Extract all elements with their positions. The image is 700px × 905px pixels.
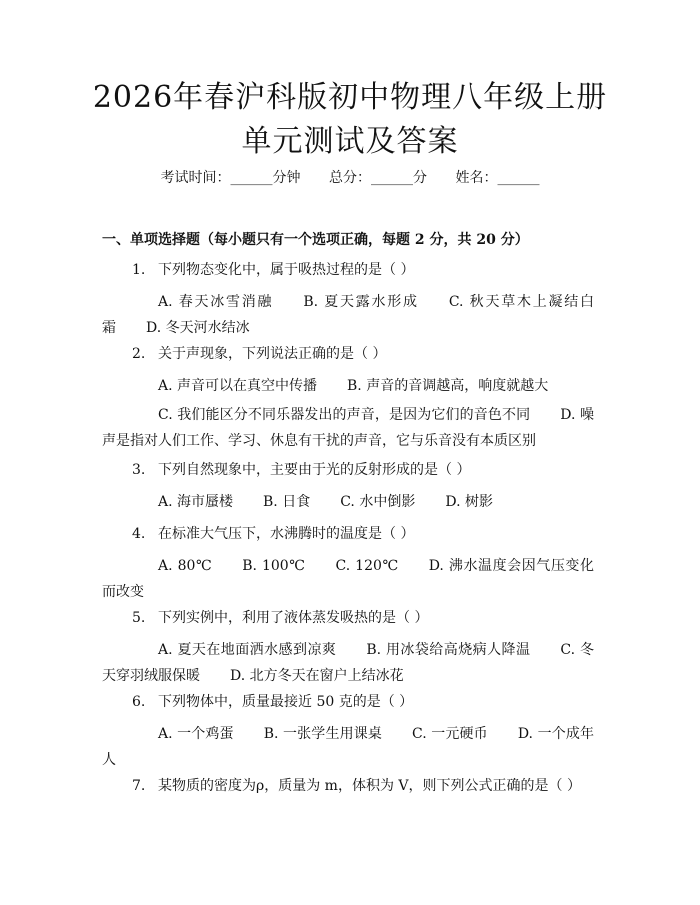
option-d: D. 噪声是指对人们工作、学习、休息有干扰的声音，它与乐音没有本质区别 — [102, 407, 594, 449]
question-text: 下列物体中，质量最接近 50 克的是（ ） — [158, 694, 414, 710]
question-number: 2. — [132, 346, 146, 362]
exam-info — [0, 166, 700, 190]
question-number: 4. — [132, 526, 146, 542]
total-score-field: 总分：______分 — [329, 170, 427, 186]
question-1 — [132, 258, 414, 282]
option-d: D. 冬天河水结冰 — [146, 320, 250, 336]
question-1-options — [102, 289, 594, 341]
question-number: 1. — [132, 262, 146, 278]
option-c: C. 一元硬币 — [412, 726, 488, 742]
section-title: 一、单项选择题（每小题只有一个选项正确，每题 2 分，共 20 分） — [102, 232, 529, 248]
question-number: 7. — [132, 778, 146, 794]
question-4 — [132, 522, 414, 546]
option-b: B. 100℃ — [242, 558, 306, 574]
option-b: B. 一张学生用课桌 — [263, 726, 382, 742]
option-c: C. 冬天穿羽绒服保暖 — [102, 642, 594, 684]
option-a: A. 海市蜃楼 — [158, 494, 234, 510]
option-a: A. 一个鸡蛋 — [158, 726, 234, 742]
question-5-options — [102, 637, 594, 689]
question-4-options — [102, 553, 594, 605]
option-a: A. 春天冰雪消融 — [158, 294, 274, 310]
option-d: D. 树影 — [445, 494, 493, 510]
option-b: B. 夏天露水形成 — [303, 294, 419, 310]
question-text: 下列实例中，利用了液体蒸发吸热的是（ ） — [158, 610, 429, 626]
option-a: A. 声音可以在真空中传播 — [158, 378, 318, 394]
option-c: C. 120℃ — [335, 558, 399, 574]
option-d: D. 一个成年人 — [102, 726, 594, 768]
option-c: C. 秋天草木上凝结白霜 — [102, 294, 594, 336]
question-3-options — [102, 489, 594, 515]
question-6-options — [102, 721, 594, 773]
question-text: 下列物态变化中，属于吸热过程的是（ ） — [158, 262, 415, 278]
question-5 — [132, 606, 428, 630]
question-7 — [132, 774, 581, 798]
question-2-options-row-1 — [102, 373, 594, 399]
question-6 — [132, 690, 413, 714]
question-3 — [132, 458, 470, 482]
option-d: D. 沸水温度会因气压变化而改变 — [102, 558, 594, 600]
option-a: A. 夏天在地面洒水感到凉爽 — [158, 642, 337, 658]
question-text: 下列自然现象中，主要由于光的反射形成的是（ ） — [158, 462, 471, 478]
option-a: A. 80℃ — [158, 558, 213, 574]
option-b: B. 声音的音调越高，响度就越大 — [347, 378, 549, 394]
student-name-field: 姓名：______ — [455, 170, 540, 186]
document-title: 2026年春沪科版初中物理八年级上册单元测试及答案 — [92, 80, 608, 159]
question-2-options-row-2 — [102, 402, 594, 454]
option-b: B. 日食 — [263, 494, 311, 510]
option-c: C. 我们能区分不同乐器发出的声音，是因为它们的音色不同 — [158, 407, 531, 423]
question-2 — [132, 342, 386, 366]
option-d: D. 北方冬天在窗户上结冰花 — [230, 668, 404, 684]
option-c: C. 水中倒影 — [340, 494, 416, 510]
question-number: 6. — [132, 694, 146, 710]
exam-time-field: 考试时间：______分钟 — [160, 170, 301, 186]
question-text: 在标准大气压下，水沸腾时的温度是（ ） — [158, 526, 415, 542]
option-b: B. 用冰袋给高烧病人降温 — [366, 642, 531, 658]
question-text: 关于声现象，下列说法正确的是（ ） — [158, 346, 387, 362]
question-number: 3. — [132, 462, 146, 478]
question-text: 某物质的密度为ρ，质量为 m，体积为 V，则下列公式正确的是（ ） — [158, 778, 581, 794]
question-number: 5. — [132, 610, 146, 626]
